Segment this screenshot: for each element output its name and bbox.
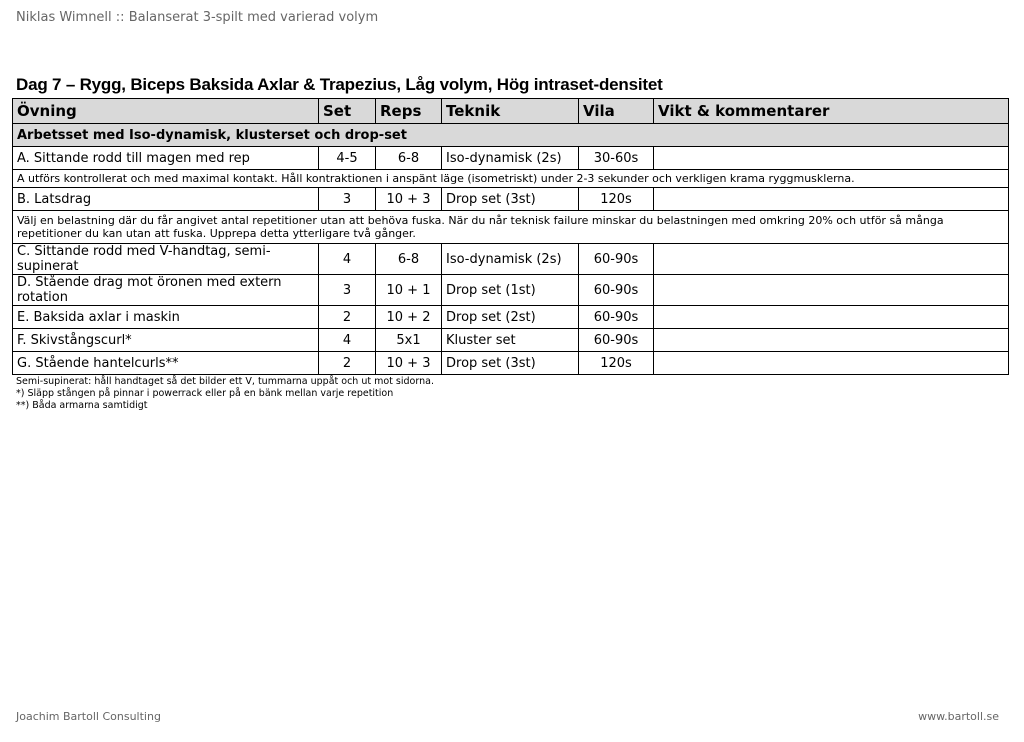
- sets-cell: 3: [319, 188, 376, 211]
- exercise-cell: B. Latsdrag: [13, 188, 319, 211]
- rest-cell: 120s: [579, 352, 654, 375]
- rest-cell: 60-90s: [579, 244, 654, 275]
- footnote-double-star: **) Båda armarna samtidigt: [16, 400, 148, 411]
- technique-cell: Kluster set: [442, 329, 579, 352]
- table-row: [13, 352, 1009, 375]
- rest-cell: 60-90s: [579, 306, 654, 329]
- footer-website[interactable]: www.bartoll.se: [918, 710, 999, 723]
- sets-cell: 4-5: [319, 147, 376, 170]
- table-row: [13, 275, 1009, 306]
- comment-cell[interactable]: [654, 244, 1009, 275]
- workout-table: [12, 98, 1009, 375]
- technique-cell: Drop set (3st): [442, 352, 579, 375]
- column-header-reps: Reps: [376, 99, 442, 124]
- footer-company: Joachim Bartoll Consulting: [16, 710, 161, 723]
- page-title: Dag 7 – Rygg, Biceps Baksida Axlar & Trapezius, Låg volym, Hög intraset-densitet: [16, 75, 663, 94]
- rest-cell: 60-90s: [579, 329, 654, 352]
- technique-cell: Drop set (2st): [442, 306, 579, 329]
- sets-cell: 2: [319, 352, 376, 375]
- technique-cell: Drop set (1st): [442, 275, 579, 306]
- comment-cell[interactable]: [654, 329, 1009, 352]
- sets-cell: 4: [319, 329, 376, 352]
- reps-cell: 5x1: [376, 329, 442, 352]
- note-a: A utförs kontrollerat och med maximal kontakt. Håll kontraktionen i anspänt läge (isometriskt) under 2-3 sekunder och verkligen krama ryggmusklerna.: [13, 170, 1009, 188]
- comment-cell[interactable]: [654, 147, 1009, 170]
- header-separator: ::: [111, 10, 129, 25]
- footnotes: [16, 376, 434, 412]
- footnote-star: *) Släpp stången på pinnar i powerrack eller på en bänk mellan varje repetition: [16, 388, 394, 399]
- program-name: Balanserat 3-spilt med varierad volym: [128, 10, 379, 25]
- exercise-cell: D. Stående drag mot öronen med extern rotation: [13, 275, 319, 306]
- section-row: [13, 124, 1009, 147]
- rest-cell: 60-90s: [579, 275, 654, 306]
- exercise-cell: F. Skivstångscurl*: [13, 329, 319, 352]
- rest-cell: 120s: [579, 188, 654, 211]
- exercise-cell: G. Stående hantelcurls**: [13, 352, 319, 375]
- footnote-semi-supinated: Semi-supinerat: håll handtaget så det bilder ett V, tummarna uppåt och ut mot sidorna.: [16, 376, 434, 387]
- sets-cell: 4: [319, 244, 376, 275]
- table-row: [13, 188, 1009, 211]
- technique-cell: Drop set (3st): [442, 188, 579, 211]
- column-header-technique: Teknik: [442, 99, 579, 124]
- table-header-row: [13, 99, 1009, 124]
- note-b: Välj en belastning där du får angivet antal repetitioner utan att behöva fuska. När du når teknisk failure minskar du belastningen med omkring 20% och utför så många repetitioner du kan utan att fuska. Upprepa detta ytterligare två gånger.: [13, 211, 1009, 244]
- comment-cell[interactable]: [654, 275, 1009, 306]
- column-header-rest: Vila: [579, 99, 654, 124]
- technique-cell: Iso-dynamisk (2s): [442, 244, 579, 275]
- note-row: [13, 170, 1009, 188]
- comment-cell[interactable]: [654, 352, 1009, 375]
- column-header-exercise: Övning: [13, 99, 319, 124]
- sets-cell: 3: [319, 275, 376, 306]
- exercise-cell: E. Baksida axlar i maskin: [13, 306, 319, 329]
- exercise-cell: A. Sittande rodd till magen med rep: [13, 147, 319, 170]
- table-row: [13, 329, 1009, 352]
- reps-cell: 10 + 3: [376, 188, 442, 211]
- comment-cell[interactable]: [654, 306, 1009, 329]
- column-header-comments: Vikt & kommentarer: [654, 99, 1009, 124]
- author-name: Niklas Wimnell: [16, 10, 112, 25]
- column-header-sets: Set: [319, 99, 376, 124]
- reps-cell: 6-8: [376, 147, 442, 170]
- exercise-cell: C. Sittande rodd med V-handtag, semi-supinerat: [13, 244, 319, 275]
- note-row: [13, 211, 1009, 244]
- table-row: [13, 306, 1009, 329]
- table-row: [13, 147, 1009, 170]
- page-header: [16, 10, 378, 25]
- sets-cell: 2: [319, 306, 376, 329]
- reps-cell: 10 + 2: [376, 306, 442, 329]
- section-title: Arbetsset med Iso-dynamisk, klusterset och drop-set: [13, 124, 1009, 147]
- reps-cell: 10 + 3: [376, 352, 442, 375]
- reps-cell: 6-8: [376, 244, 442, 275]
- table-row: [13, 244, 1009, 275]
- rest-cell: 30-60s: [579, 147, 654, 170]
- reps-cell: 10 + 1: [376, 275, 442, 306]
- comment-cell[interactable]: [654, 188, 1009, 211]
- technique-cell: Iso-dynamisk (2s): [442, 147, 579, 170]
